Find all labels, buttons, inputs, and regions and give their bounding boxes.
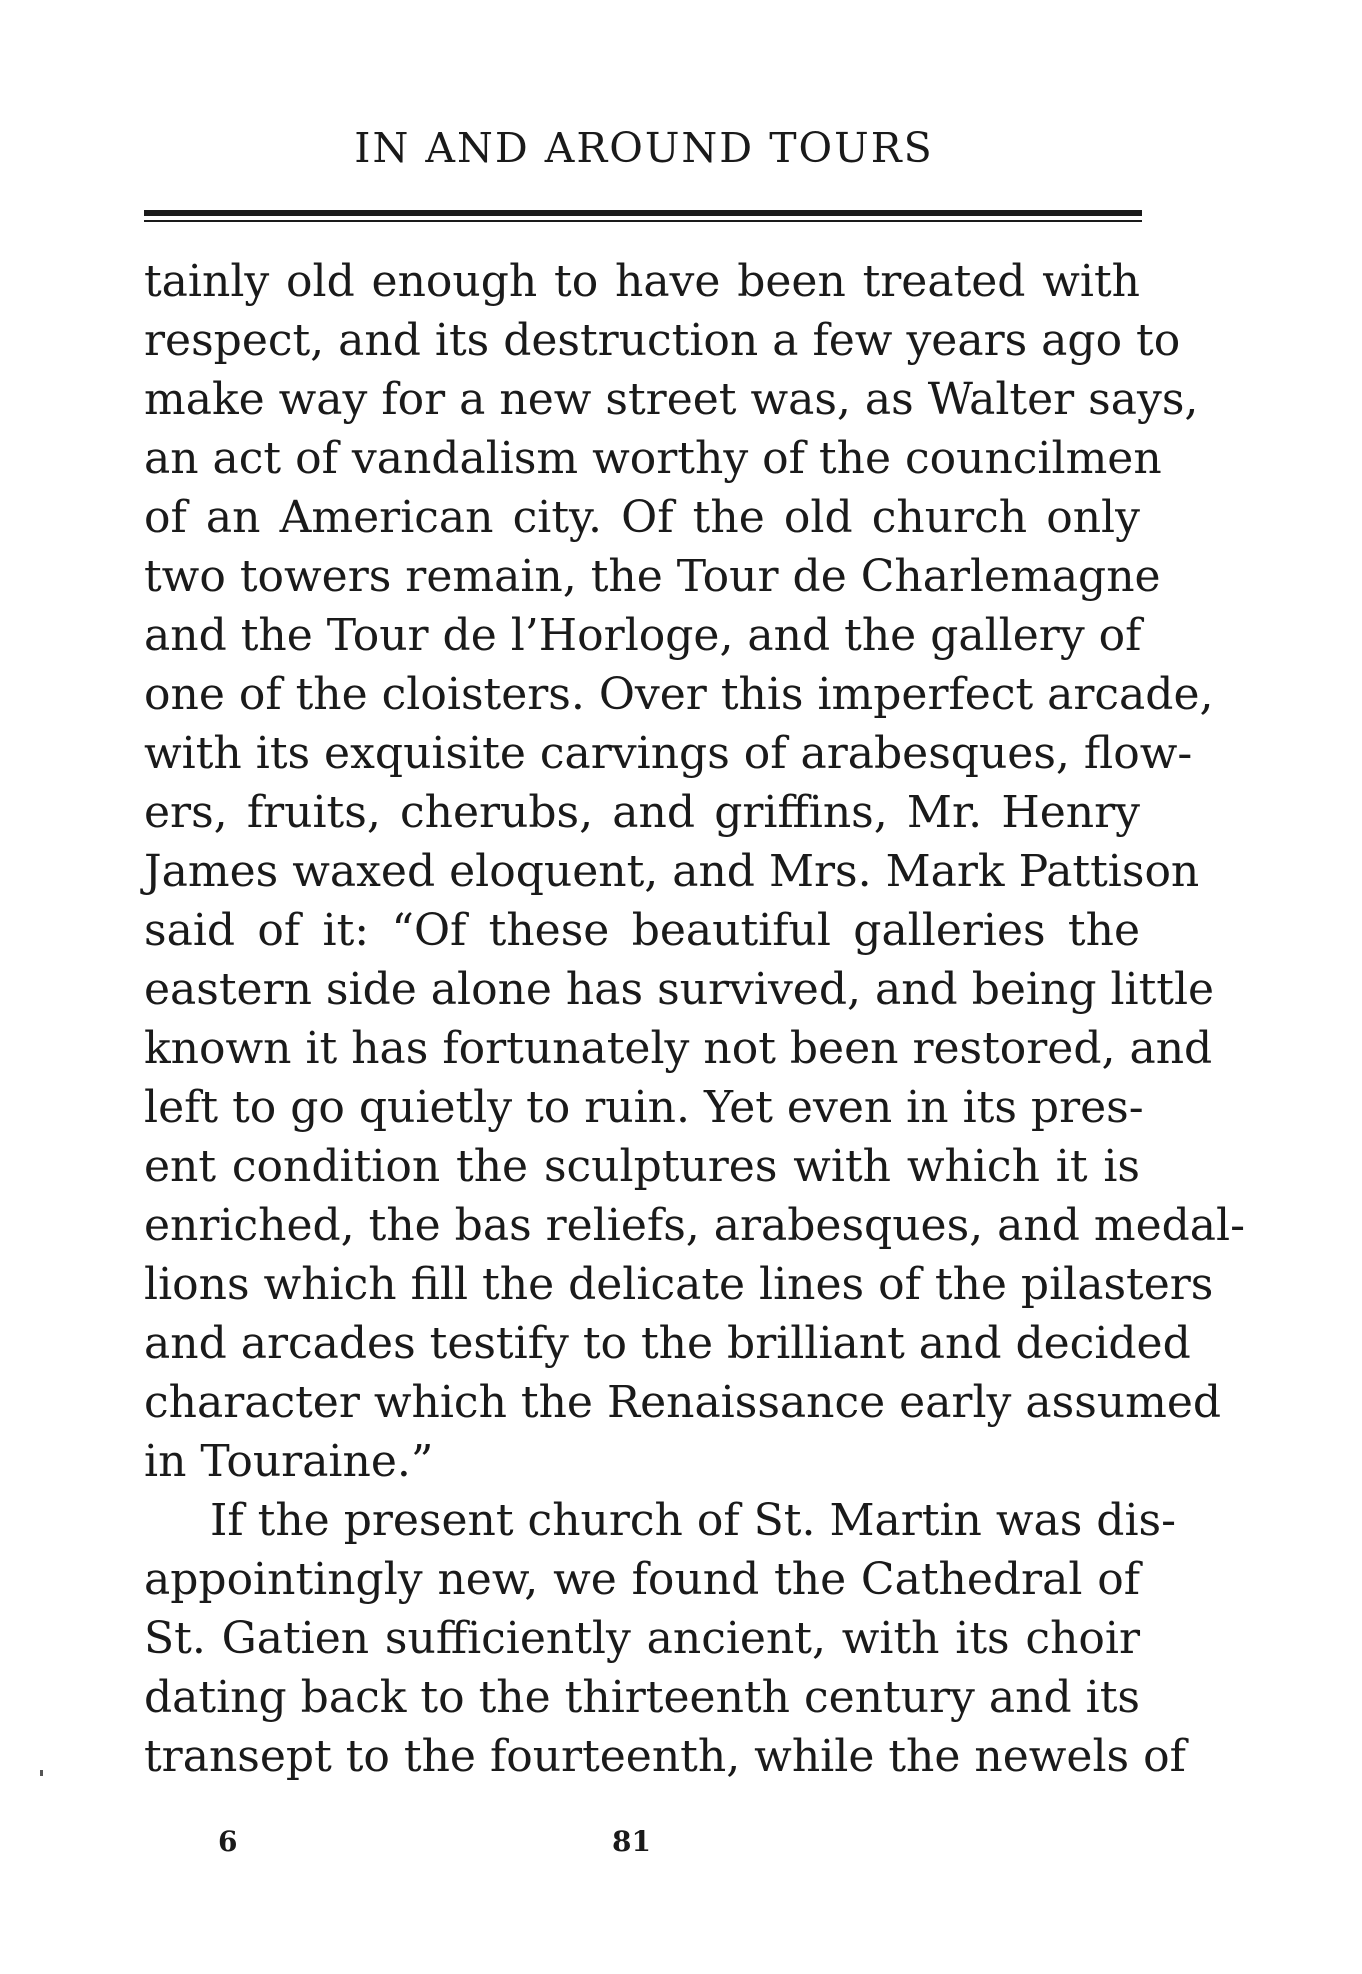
text-line: one of the cloisters. Over this imperfect arcade,: [144, 669, 1214, 720]
text-line: character which the Renaissance early assumed: [144, 1377, 1222, 1428]
text-line: two towers remain, the Tour de Charlemagne: [144, 551, 1161, 602]
text-line: known it has fortunately not been restored, and: [144, 1023, 1213, 1074]
text-line-paragraph-end: in Touraine.”: [144, 1436, 434, 1487]
text-line: and arcades testify to the brilliant and decided: [144, 1318, 1191, 1369]
text-line: left to go quietly to ruin. Yet even in its pres-: [144, 1082, 1144, 1133]
signature-mark: 6: [218, 1825, 238, 1858]
text-line: and the Tour de l’Horloge, and the gallery of: [144, 610, 1142, 661]
text-line: an act of vandalism worthy of the councilmen: [144, 433, 1162, 484]
text-line: ent condition the sculptures with which it is: [144, 1141, 1140, 1192]
text-line: ers, fruits, cherubs, and griffins, Mr. Henry: [144, 787, 1140, 838]
text-line: James waxed eloquent, and Mrs. Mark Pattison: [144, 846, 1200, 897]
text-line: make way for a new street was, as Walter says,: [144, 374, 1199, 425]
text-line: lions which fill the delicate lines of the pilasters: [144, 1259, 1214, 1310]
scan-speck: [40, 1770, 43, 1776]
text-line: tainly old enough to have been treated with: [144, 256, 1140, 307]
body-text: [144, 252, 1245, 1786]
text-line: said of it: “Of these beautiful galleries the: [144, 905, 1140, 956]
text-line: dating back to the thirteenth century and its: [144, 1672, 1140, 1723]
text-line-paragraph-start: If the present church of St. Martin was dis-: [210, 1495, 1176, 1546]
text-line: transept to the fourteenth, while the newels of: [144, 1731, 1186, 1782]
text-line: enriched, the bas reliefs, arabesques, and medal-: [144, 1200, 1245, 1251]
text-line: appointingly new, we found the Cathedral of: [144, 1554, 1140, 1605]
text-line: St. Gatien sufficiently ancient, with its choir: [144, 1613, 1140, 1664]
header-rule-thick: [144, 210, 1142, 216]
text-line: respect, and its destruction a few years ago to: [144, 315, 1181, 366]
header-rule-thin: [144, 220, 1142, 222]
text-line: of an American city. Of the old church only: [144, 492, 1140, 543]
text-line: with its exquisite carvings of arabesques, flow-: [144, 728, 1193, 779]
page-number: 81: [612, 1825, 651, 1858]
text-line: eastern side alone has survived, and being little: [144, 964, 1215, 1015]
running-head: IN AND AROUND TOURS: [354, 124, 934, 172]
